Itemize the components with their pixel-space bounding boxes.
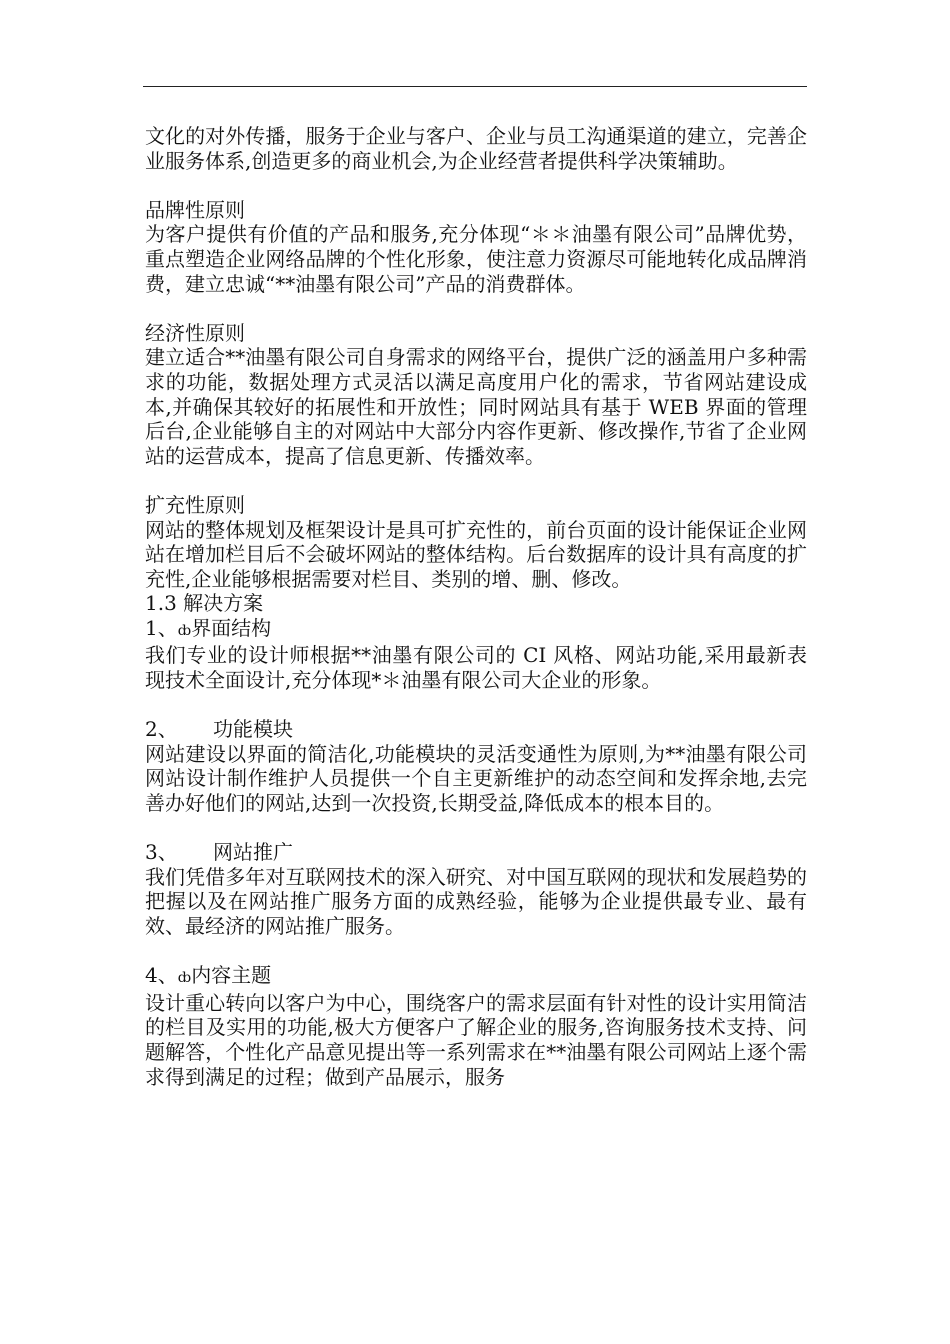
item2-heading [145, 717, 807, 742]
item4-body: 设计重心转向以客户为中心，围绕客户的需求层面有针对性的设计实用简洁的栏目及实用的功能,极大方便客户了解企业的服务,咨询服务技术支持、问题解答，个性化产品意见提出等一系列需求在**油墨有限公司网站上逐个需求得到满足的过程；做到产品展示，服务 [145, 990, 807, 1089]
item4-title: 内容主题 [191, 963, 272, 988]
spacer [145, 296, 807, 321]
brand-principle-body: 为客户提供有价值的产品和服务,充分体现“＊＊油墨有限公司”品牌优势，重点塑造企业网络品牌的个性化形象，使注意力资源尽可能地转化成品牌消费，建立忠诚“**油墨有限公司”产品的消费群体。 [145, 222, 807, 296]
item1-title: 界面结构 [191, 615, 272, 640]
spacer [145, 468, 807, 493]
item2-number: 2、 [145, 717, 178, 742]
spacer [145, 173, 807, 198]
spacer [145, 693, 807, 718]
item3-number: 3、 [145, 840, 178, 865]
item4-heading [145, 963, 807, 991]
item1-heading [145, 616, 807, 644]
economy-principle-title: 经济性原则 [145, 320, 245, 345]
intro-paragraph: 文化的对外传播，服务于企业与客户、企业与员工沟通渠道的建立，完善企业服务体系,创造更多的商业机会,为企业经营者提供科学决策辅助。 [145, 124, 807, 173]
document-body [145, 124, 807, 1089]
spacer [145, 816, 807, 841]
item1-body: 我们专业的设计师根据**油墨有限公司的 CI 风格、网站功能,采用最新表现技术全面设计,充分体现*＊油墨有限公司大企业的形象。 [145, 643, 807, 693]
expansion-principle-title: 扩充性原则 [145, 492, 245, 517]
item1-number: 1、 [145, 615, 178, 640]
economy-principle-body: 建立适合**油墨有限公司自身需求的网络平台，提供广泛的涵盖用户多种需求的功能，数据处理方式灵活以满足高度用户化的需求，节省网站建设成本,并确保其较好的拓展性和开放性；同时网站具有基于 WEB 界面的管理后台,企业能够自主的对网站中大部分内容作更新、修改操作,节省了企业网站的运营成本，提高了信息更新、传播效率。 [145, 345, 807, 468]
item2-body: 网站建设以界面的简洁化,功能模块的灵活变通性为原则,为**油墨有限公司网站设计制作维护人员提供一个自主更新维护的动态空间和发挥余地,去完善办好他们的网站,达到一次投资,长期受益,降低成本的根本目的。 [145, 741, 807, 816]
brand-principle-title: 品牌性原则 [145, 197, 245, 222]
bullet-icon: ȸ [177, 970, 192, 987]
bullet-icon: ȸ [177, 622, 192, 639]
spacer [145, 939, 807, 964]
expansion-principle-body: 网站的整体规划及框架设计是具可扩充性的，前台页面的设计能保证企业网站在增加栏目后不会破坏网站的整体结构。后台数据库的设计具有高度的扩充性,企业能够根据需要对栏目、类别的增、删、修改。 [145, 517, 807, 591]
solution-heading: 1.3 解决方案 [145, 591, 264, 616]
item3-title: 网站推广 [213, 840, 293, 865]
item3-body: 我们凭借多年对互联网技术的深入研究、对中国互联网的现状和发展趋势的把握以及在网站推广服务方面的成熟经验，能够为企业提供最专业、最有效、最经济的网站推广服务。 [145, 864, 807, 938]
item2-title: 功能模块 [213, 717, 293, 742]
item3-heading [145, 840, 807, 865]
header-rule [143, 86, 807, 87]
item4-number: 4、 [145, 963, 178, 988]
